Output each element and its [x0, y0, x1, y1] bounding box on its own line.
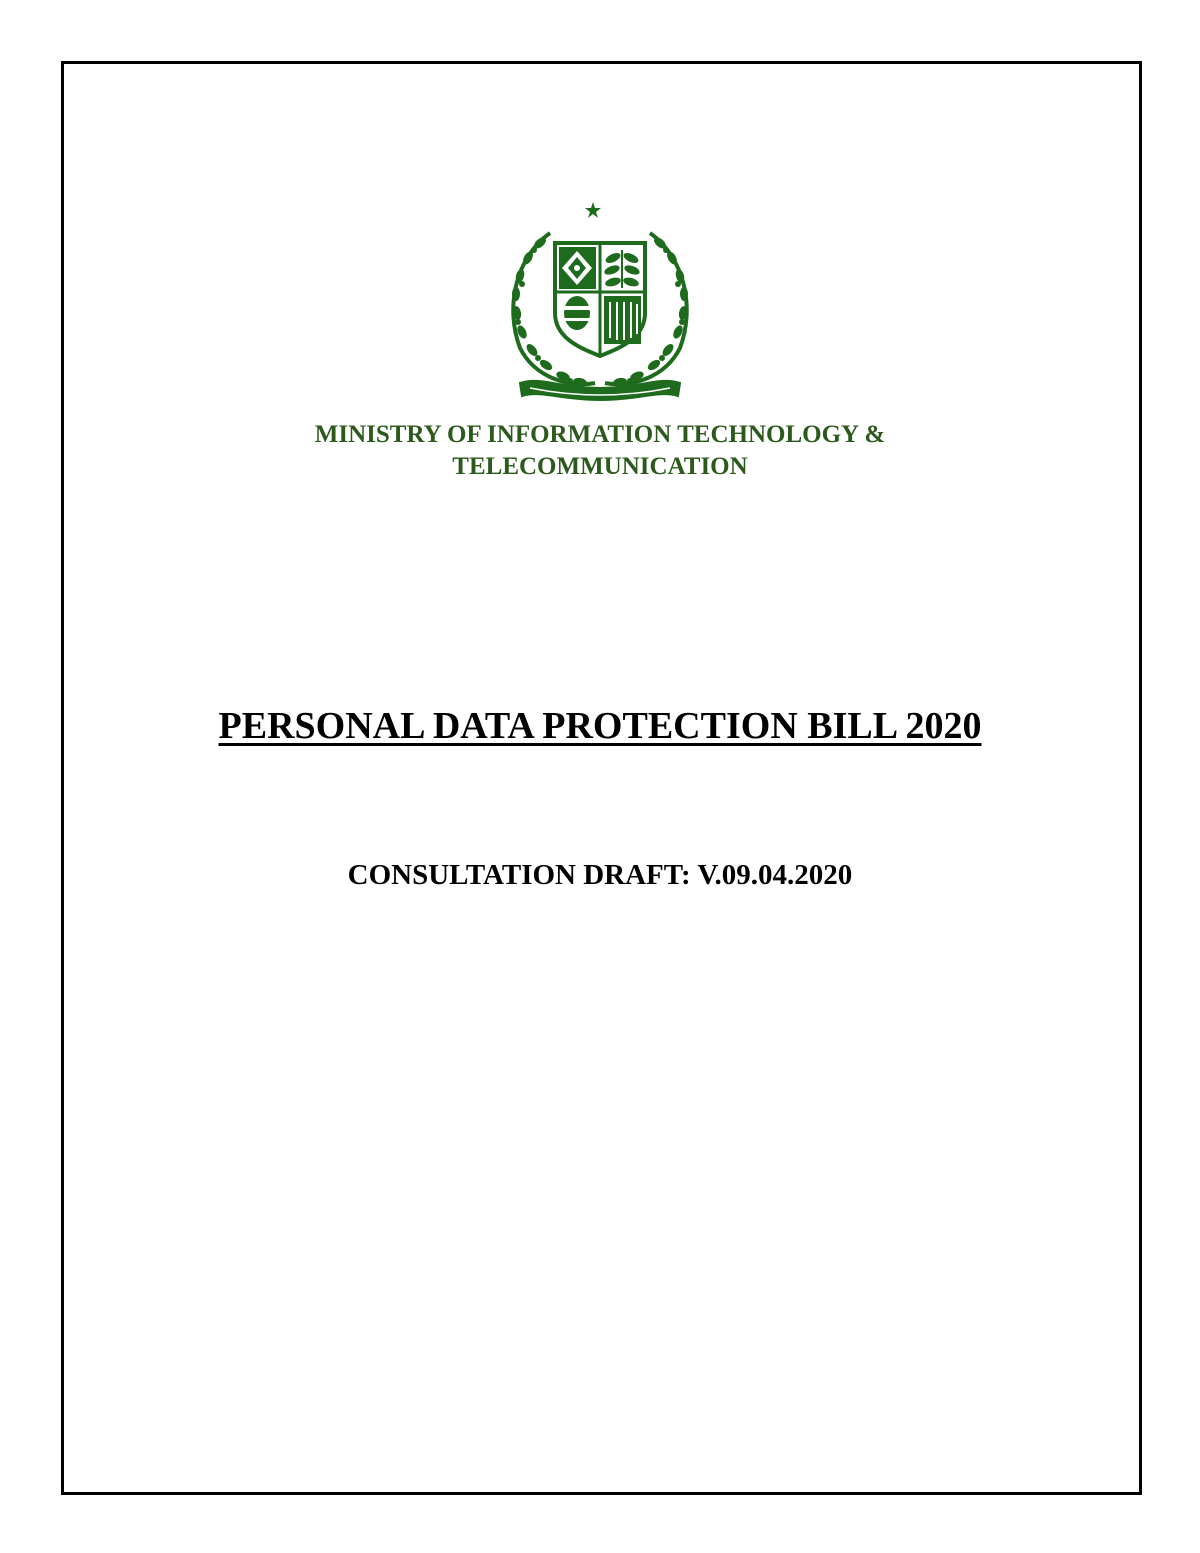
ministry-name: [0, 419, 1200, 483]
bill-title: PERSONAL DATA PROTECTION BILL 2020: [218, 705, 982, 747]
ministry-line-2: TELECOMMUNICATION: [452, 453, 748, 480]
ministry-line-1: MINISTRY OF INFORMATION TECHNOLOGY &: [314, 421, 886, 448]
draft-version: CONSULTATION DRAFT: V.09.04.2020: [347, 859, 853, 891]
state-emblem-icon: [500, 188, 700, 413]
bill-title-block: [0, 704, 1200, 748]
